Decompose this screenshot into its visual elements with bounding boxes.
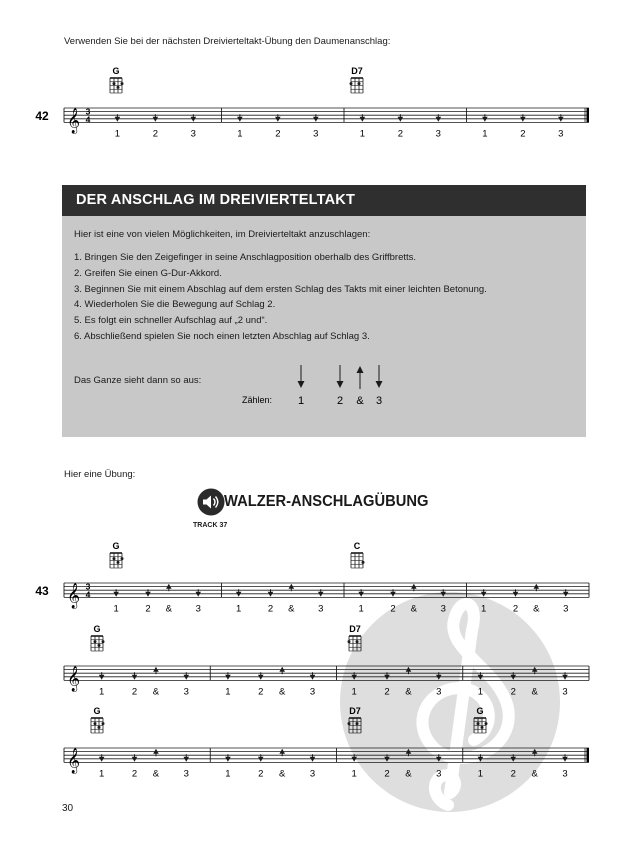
chord-diagram-icon	[348, 636, 362, 651]
strum-down-arrow	[384, 757, 390, 762]
beat-count: &	[288, 603, 295, 615]
treble-clef-icon: 𝄞	[67, 747, 81, 773]
count-2: 2	[336, 395, 344, 407]
beat-count: 1	[237, 128, 243, 140]
chord-finger-dot	[98, 726, 101, 729]
count-3: 3	[375, 395, 383, 407]
treble-clef-icon: 𝄞	[67, 665, 81, 691]
strum-down-arrow	[563, 592, 569, 597]
chord-name: D7	[349, 624, 361, 634]
beat-count: 3	[436, 768, 442, 780]
time-signature-top: 3	[85, 581, 91, 592]
chord-finger-dot	[348, 722, 351, 725]
beat-count: 1	[481, 603, 487, 615]
step-3: 3. Beginnen Sie mit einem Abschlag auf dem ersten Schlag des Takts mit einer leichten Betonung.	[74, 284, 487, 295]
exercise-43-staff-row-2	[0, 613, 640, 708]
beat-count: 3	[563, 603, 569, 615]
beat-count: &	[410, 603, 417, 615]
strum-down-arrow	[478, 675, 484, 680]
chord-finger-dot	[94, 640, 97, 643]
strum-down-arrow	[113, 592, 119, 597]
beat-count: 3	[562, 686, 568, 698]
exercise-intro: Hier eine Übung:	[64, 469, 136, 480]
treble-clef-icon: 𝄞	[67, 107, 81, 133]
strum-down-arrow	[384, 675, 390, 680]
strum-down-arrow	[183, 675, 189, 680]
beat-count: &	[152, 686, 160, 698]
count-1: 1	[297, 395, 305, 407]
intro-text: Verwenden Sie bei der nächsten Dreivierteltakt-Übung den Daumenanschlag:	[64, 36, 391, 47]
beat-count: &	[531, 686, 538, 698]
beat-count: 2	[397, 128, 403, 140]
exercise-42-staff	[0, 55, 640, 150]
beat-count: 1	[477, 768, 484, 780]
beat-count: 2	[275, 128, 281, 140]
count-and: &	[356, 395, 364, 407]
step-5: 5. Es folgt ein schneller Aufschlag auf „2 und“.	[74, 315, 268, 326]
beat-count: 3	[309, 768, 316, 780]
count-label: Zählen:	[242, 395, 273, 405]
chord-finger-dot	[102, 640, 105, 643]
beat-count: 1	[482, 128, 488, 140]
exercise-43-staff-row-3	[0, 695, 640, 790]
strum-down-arrow	[145, 592, 151, 597]
chord-finger-dot	[362, 561, 365, 564]
strum-down-arrow	[478, 757, 484, 762]
beat-count: 2	[267, 603, 274, 615]
beat-count: 2	[510, 686, 516, 698]
beat-count: 1	[477, 686, 484, 698]
chord-finger-dot	[348, 640, 351, 643]
chord-diagram-icon	[348, 718, 362, 733]
chord-diagram-icon	[110, 78, 124, 93]
chord-name: G	[112, 66, 120, 76]
strum-down-arrow	[318, 592, 324, 597]
strum-down-arrow	[258, 757, 264, 762]
beat-count: 2	[258, 768, 264, 780]
strum-down-arrow	[562, 675, 568, 680]
strum-down-arrow	[298, 365, 305, 388]
chord-finger-dot	[113, 557, 116, 560]
chord-name: G	[112, 541, 120, 551]
chord-diagram-icon	[350, 78, 364, 93]
step-2: 2. Greifen Sie einen G-Dur-Akkord.	[74, 268, 222, 279]
chord-finger-dot	[481, 726, 484, 729]
chord-finger-dot	[117, 86, 120, 89]
strum-down-arrow	[376, 365, 383, 388]
beat-count: 1	[351, 768, 357, 780]
beat-count: 1	[225, 686, 231, 698]
beat-count: 1	[236, 603, 242, 615]
beat-count: 3	[313, 128, 319, 140]
beat-count: 3	[562, 768, 568, 780]
beat-count: 3	[558, 128, 564, 140]
chord-finger-dot	[98, 644, 101, 647]
beat-count: &	[165, 603, 172, 615]
chord-name: D7	[351, 66, 363, 76]
exercise-43-staff-row-1	[0, 530, 640, 625]
chord-finger-dot	[477, 722, 480, 725]
beat-count: 2	[520, 128, 526, 140]
strum-down-arrow	[183, 757, 189, 762]
treble-clef-icon: 𝄞	[67, 582, 81, 608]
box-intro: Hier ist eine von vielen Möglichkeiten, im Dreivierteltakt anzuschlagen:	[74, 229, 371, 240]
chord-name: G	[93, 706, 101, 716]
beat-count: 2	[131, 768, 138, 780]
strum-down-arrow	[562, 757, 568, 762]
box-summary: Das Ganze sieht dann so aus:	[74, 375, 202, 386]
strum-down-arrow	[510, 675, 516, 680]
exercise-number: 42	[35, 109, 49, 123]
beat-count: 3	[190, 128, 196, 140]
strum-down-arrow	[337, 365, 344, 388]
strum-down-arrow	[351, 757, 357, 762]
strum-down-arrow	[358, 592, 364, 597]
strum-down-arrow	[99, 675, 105, 680]
chord-diagram-icon	[110, 553, 124, 568]
strum-down-arrow	[195, 592, 201, 597]
strum-down-arrow	[436, 757, 442, 762]
strumming-info-box	[62, 185, 586, 437]
beat-count: &	[533, 603, 540, 615]
strum-down-arrow	[440, 592, 446, 597]
beat-count: 2	[390, 603, 396, 615]
beat-count: 1	[359, 128, 366, 140]
chord-diagram-icon	[91, 718, 105, 733]
beat-count: 2	[512, 603, 519, 615]
beat-count: 3	[318, 603, 324, 615]
final-barline	[587, 748, 590, 762]
chord-diagram-icon	[351, 553, 365, 568]
beat-count: &	[531, 768, 538, 780]
beat-count: 1	[114, 128, 121, 140]
strum-up-arrow	[357, 366, 364, 389]
chord-finger-dot	[350, 82, 353, 85]
chord-diagram-icon	[474, 718, 488, 733]
beat-count: &	[405, 768, 412, 780]
beat-count: 1	[358, 603, 364, 615]
beat-count: 1	[351, 686, 357, 698]
step-6: 6. Abschließend spielen Sie noch einen letzten Abschlag auf Schlag 3.	[74, 331, 370, 342]
chord-finger-dot	[356, 722, 359, 725]
beat-count: 3	[195, 603, 201, 615]
beat-count: 1	[99, 768, 105, 780]
strum-down-arrow	[351, 675, 357, 680]
beat-count: 3	[440, 603, 446, 615]
strum-down-arrow	[513, 592, 519, 597]
beat-count: 1	[113, 603, 119, 615]
final-barline	[587, 108, 590, 122]
beat-count: 2	[152, 128, 158, 140]
strum-down-arrow	[510, 757, 516, 762]
chord-name: G	[93, 624, 101, 634]
beat-count: 3	[309, 686, 316, 698]
beat-count: 2	[258, 686, 264, 698]
step-1: 1. Bringen Sie den Zeigefinger in seine Anschlagposition oberhalb des Griffbretts.	[74, 252, 417, 263]
step-4: 4. Wiederholen Sie die Bewegung auf Schlag 2.	[74, 299, 276, 310]
chord-name: C	[353, 541, 361, 551]
time-signature-bottom: 4	[85, 114, 91, 125]
strum-down-arrow	[225, 757, 231, 762]
chord-finger-dot	[358, 82, 361, 85]
strum-down-arrow	[132, 757, 138, 762]
beat-count: 3	[435, 128, 441, 140]
beat-count: 3	[436, 686, 442, 698]
strum-down-arrow	[436, 675, 442, 680]
page-number: 30	[62, 803, 74, 814]
beat-count: &	[152, 768, 160, 780]
speaker-icon[interactable]	[196, 487, 226, 517]
exercise-43-title: WALZER-ANSCHLAGÜBUNG	[224, 493, 429, 510]
track-label: TRACK 37	[193, 522, 228, 529]
beat-count: 3	[183, 768, 189, 780]
time-signature-bottom: 4	[85, 589, 91, 600]
strum-pattern-diagram	[62, 185, 586, 437]
strum-down-arrow	[481, 592, 487, 597]
beat-count: 1	[225, 768, 231, 780]
strum-down-arrow	[236, 592, 242, 597]
exercise-number: 43	[35, 584, 49, 598]
chord-finger-dot	[121, 82, 124, 85]
beat-count: &	[279, 768, 286, 780]
beat-count: 2	[384, 686, 390, 698]
strum-down-arrow	[258, 675, 264, 680]
chord-finger-dot	[117, 561, 120, 564]
beat-count: &	[279, 686, 286, 698]
time-signature-top: 3	[85, 106, 91, 117]
strum-down-arrow	[310, 757, 316, 762]
beat-count: 3	[183, 686, 189, 698]
strum-down-arrow	[390, 592, 396, 597]
beat-count: 2	[145, 603, 151, 615]
beat-count: 2	[510, 768, 516, 780]
box-title: DER ANSCHLAG IM DREIVIERTELTAKT	[76, 192, 356, 208]
beat-count: &	[405, 686, 412, 698]
chord-finger-dot	[94, 722, 97, 725]
strum-down-arrow	[310, 675, 316, 680]
strum-down-arrow	[99, 757, 105, 762]
beat-count: 1	[99, 686, 105, 698]
chord-finger-dot	[102, 722, 105, 725]
beat-count: 2	[131, 686, 138, 698]
strum-down-arrow	[225, 675, 231, 680]
strum-down-arrow	[268, 592, 274, 597]
chord-finger-dot	[113, 82, 116, 85]
chord-name: D7	[349, 706, 361, 716]
beat-count: 2	[384, 768, 390, 780]
chord-finger-dot	[485, 722, 488, 725]
chord-finger-dot	[121, 557, 124, 560]
chord-diagram-icon	[91, 636, 105, 651]
chord-finger-dot	[356, 640, 359, 643]
strum-down-arrow	[132, 675, 138, 680]
chord-name: G	[476, 706, 484, 716]
